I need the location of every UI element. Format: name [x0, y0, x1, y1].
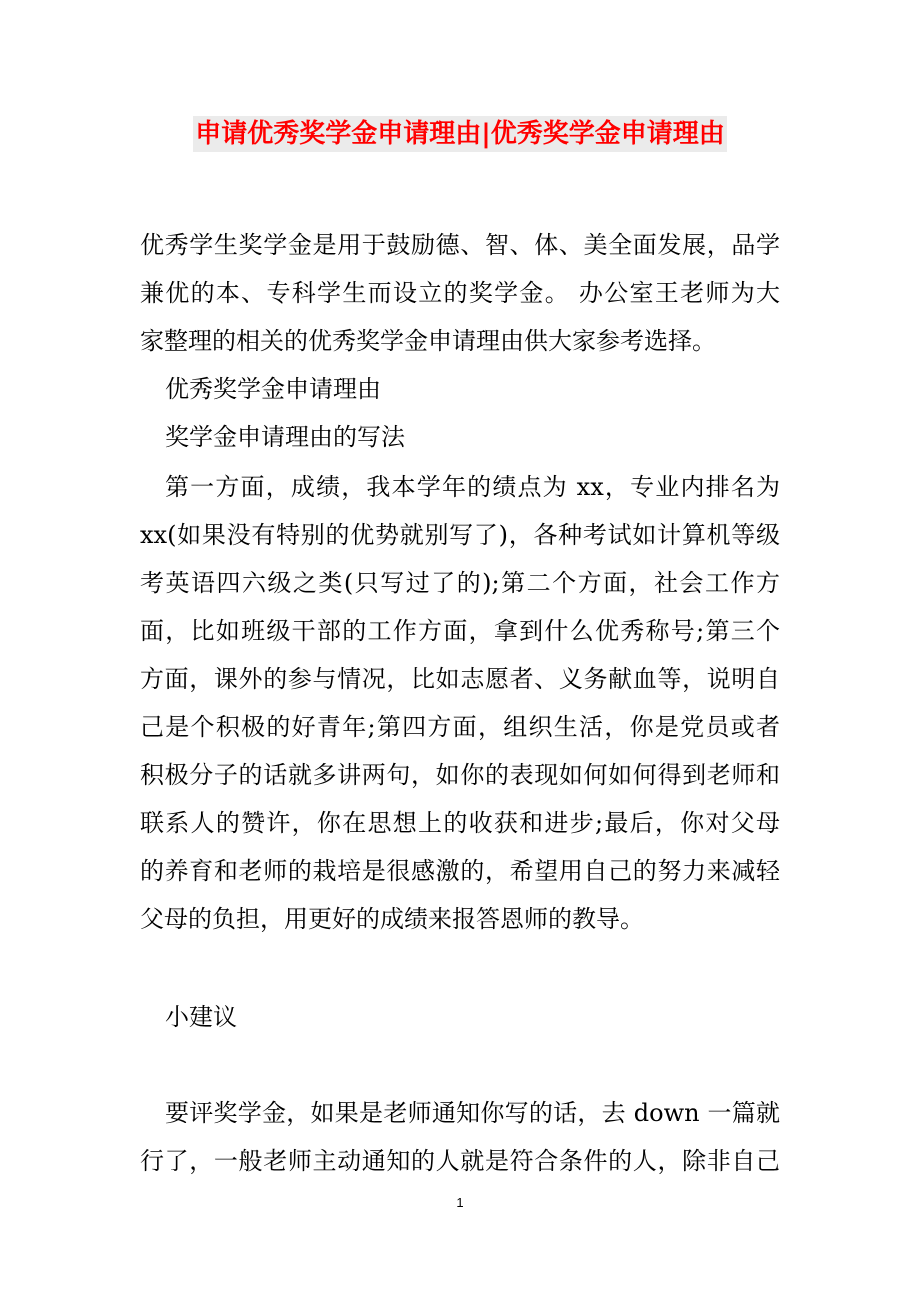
method-line: 己是个积极的好青年;第四方面，组织生活，你是党员或者 [140, 713, 780, 741]
method-line: 积极分子的话就多讲两句，如你的表现如何如何得到老师和 [140, 761, 780, 789]
intro-line: 兼优的本、专科学生而设立的奖学金。 办公室王老师为大 [140, 279, 780, 307]
section-heading: 优秀奖学金申请理由 [165, 375, 381, 403]
section-heading: 奖学金申请理由的写法 [165, 423, 405, 451]
method-line: 考英语四六级之类(只写过了的);第二个方面，社会工作方 [140, 569, 780, 597]
title-container [0, 116, 920, 154]
advice-line: 要评奖学金，如果是老师通知你写的话，去 down 一篇就 [165, 1099, 780, 1127]
method-line: 方面，课外的参与情况，比如志愿者、义务献血等，说明自 [140, 665, 780, 693]
method-line: 联系人的赞许，你在思想上的收获和进步;最后，你对父母 [140, 809, 780, 837]
page-title: 申请优秀奖学金申请理由|优秀奖学金申请理由 [193, 116, 727, 152]
intro-line: 家整理的相关的优秀奖学金申请理由供大家参考选择。 [140, 327, 716, 355]
section-heading: 小建议 [165, 1003, 237, 1031]
method-line: xx(如果没有特别的优势就别写了)，各种考试如计算机等级 [140, 521, 780, 549]
method-line: 的养育和老师的栽培是很感激的，希望用自己的努力来减轻 [140, 857, 780, 885]
page-number: 1 [456, 1195, 464, 1210]
advice-line: 行了，一般老师主动通知的人就是符合条件的人，除非自己 [140, 1147, 780, 1175]
method-line: 父母的负担，用更好的成绩来报答恩师的教导。 [140, 905, 644, 933]
method-line: 面，比如班级干部的工作方面，拿到什么优秀称号;第三个 [140, 617, 780, 645]
method-line: 第一方面，成绩，我本学年的绩点为 xx，专业内排名为 [165, 473, 780, 501]
intro-line: 优秀学生奖学金是用于鼓励德、智、体、美全面发展，品学 [140, 231, 780, 259]
